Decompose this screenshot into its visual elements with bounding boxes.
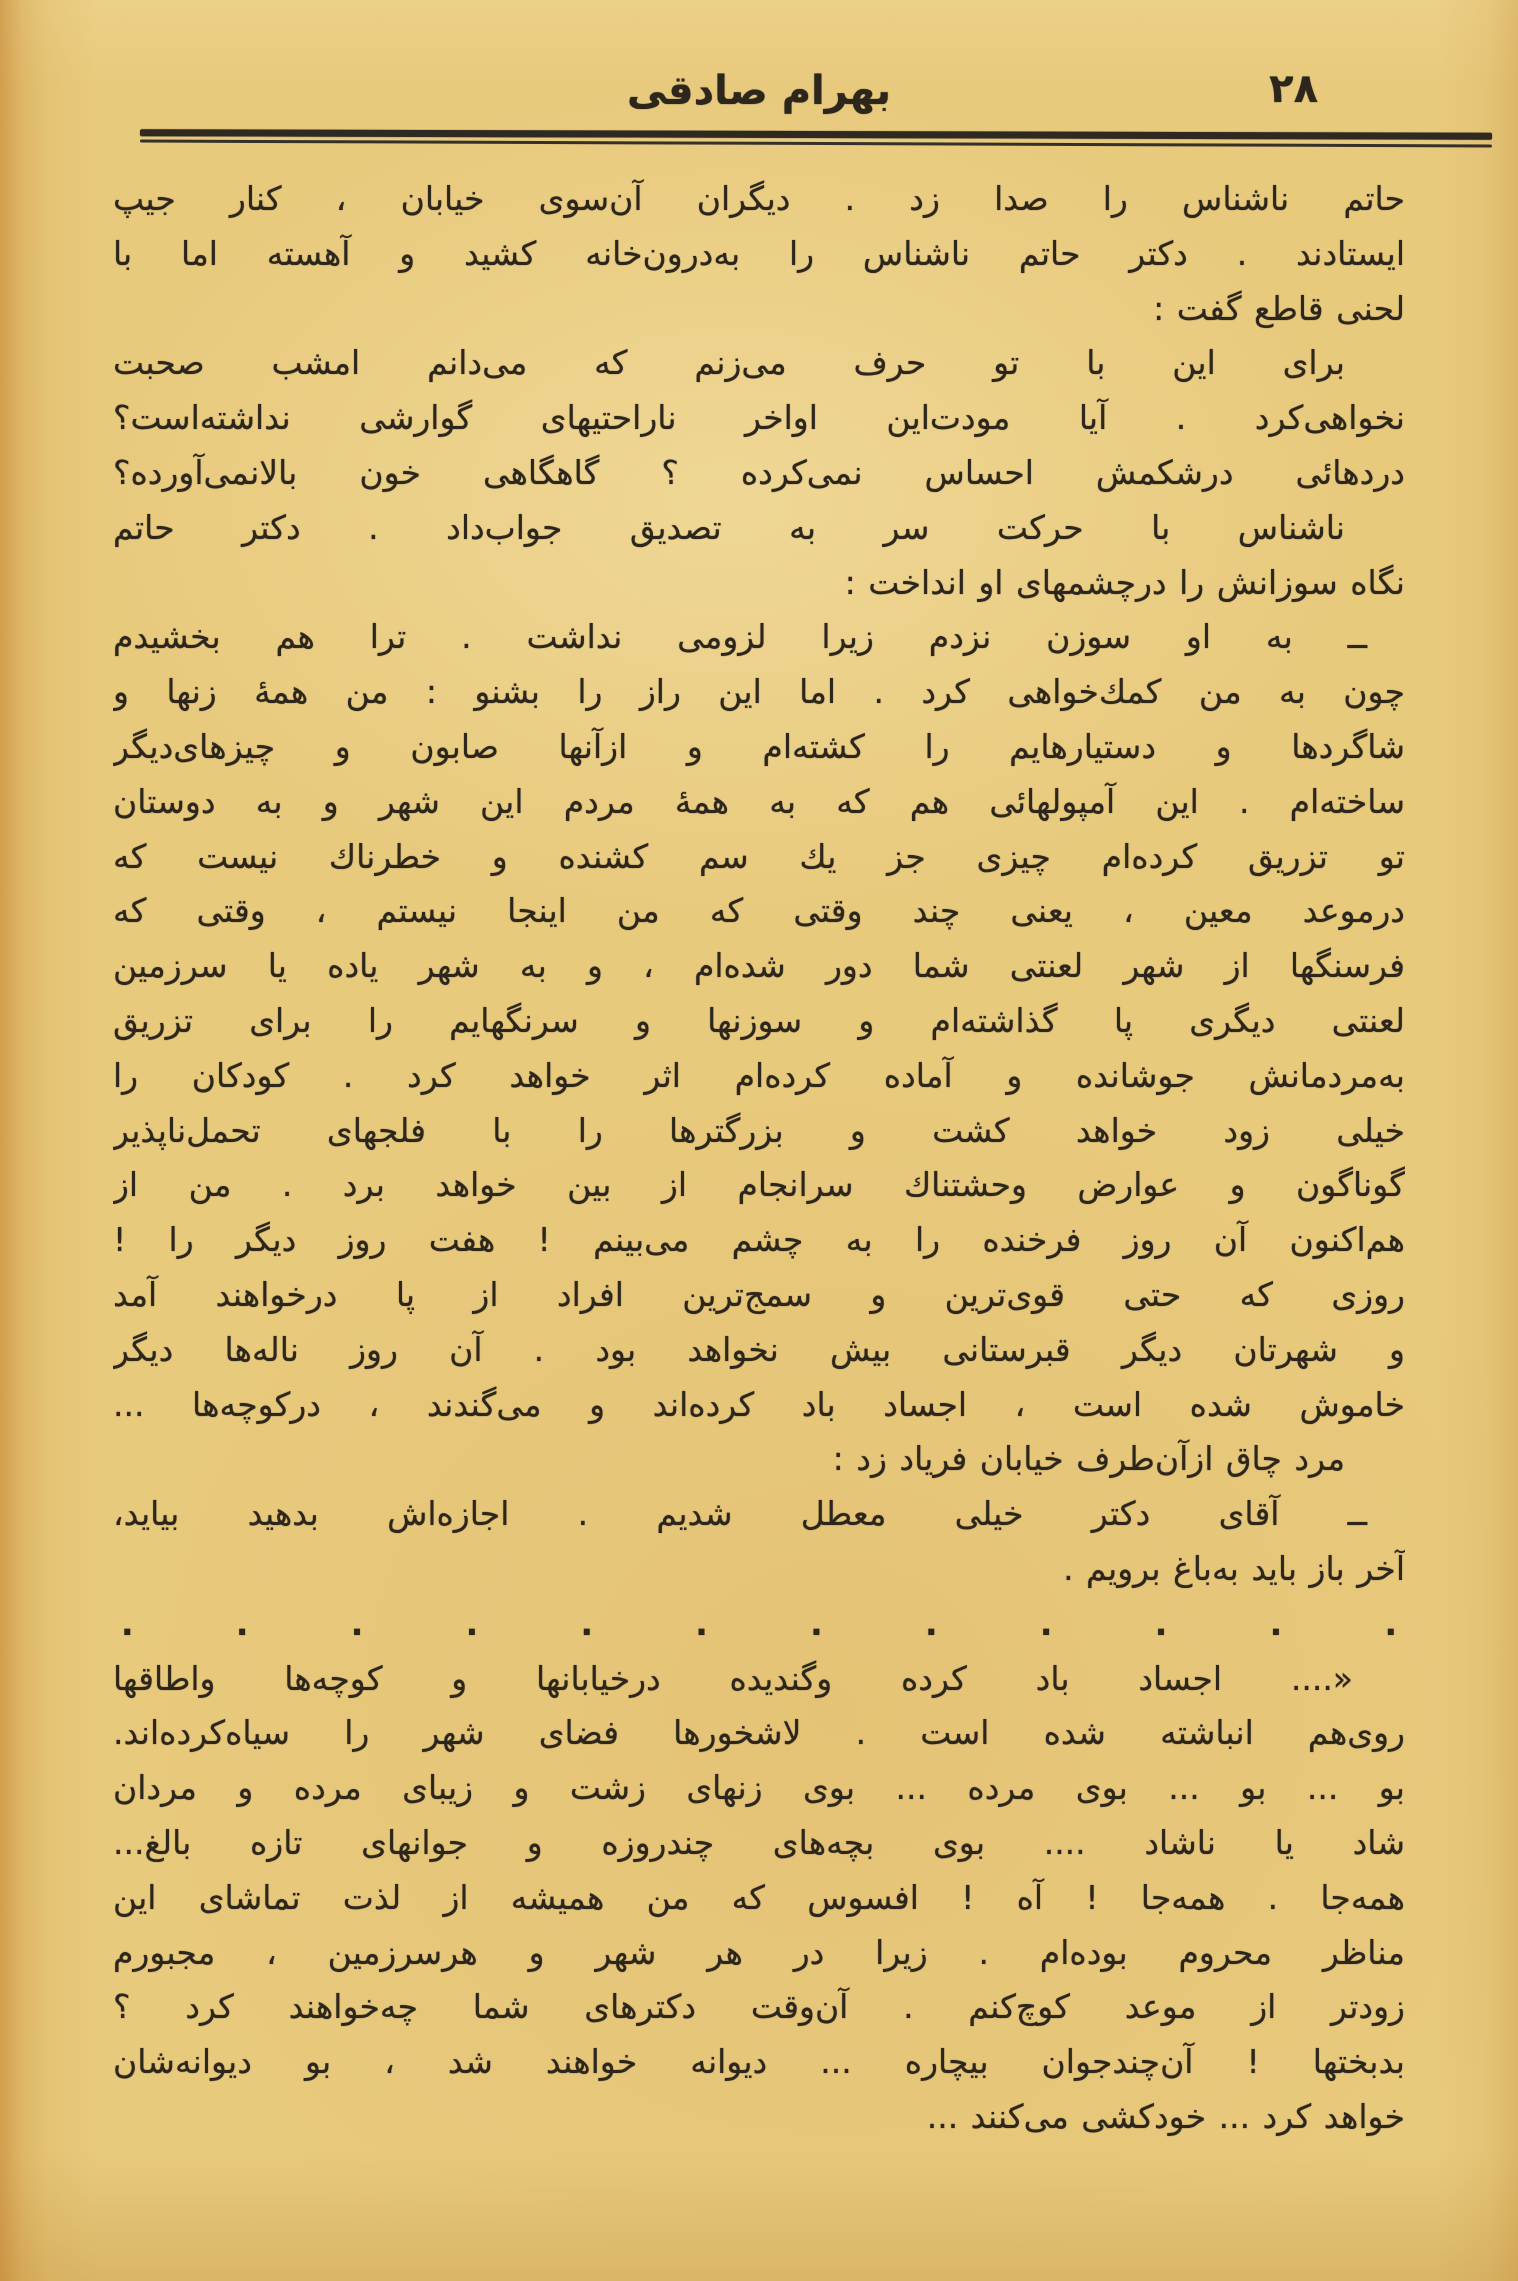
text-line: فرسنگها از شهر لعنتی شما دور شده‌ام ، و به شهر یاده یا سرزمین (113, 946, 1405, 986)
text-line: لحنی قاطع گفت : (1153, 288, 1405, 328)
text-line: هم‌اکنون آن روز فرخنده را به چشم می‌بینم ! هفت روز دیگر را ! (113, 1220, 1405, 1260)
separator-dot: . (810, 1603, 823, 1643)
text-line: روزی که حتی قوی‌ترین و سمج‌ترین افراد از پا درخواهند آمد (113, 1274, 1405, 1314)
text-line: نخواهی‌کرد . آیا مودت‌این اواخر ناراحتیهای گوارشی نداشته‌است؟ (113, 398, 1405, 438)
text-line: نگاه سوزانش را درچشمهای او انداخت : (844, 562, 1405, 602)
separator-dot: . (695, 1603, 708, 1643)
separator-dot: . (465, 1603, 479, 1643)
text-line: مرد چاق ازآن‌طرف خیابان فریاد زد : (832, 1439, 1345, 1479)
text-line: دردهائی درشکمش احساس نمی‌کرده ؟ گاهگاهی خون بالانمی‌آورده؟ (113, 452, 1405, 492)
text-line: به‌مردمانش جوشانده و آماده کرده‌ام اثر خواهد کرد . کودکان را (113, 1055, 1405, 1095)
text-line: آخر باز باید به‌باغ برویم . (1063, 1548, 1405, 1588)
text-line: خیلی زود خواهد کشت و بزرگترها را با فلجهای تحمل‌ناپذیر (113, 1110, 1405, 1150)
text-line: لعنتی دیگری پا گذاشته‌ام و سوزنها و سرنگهایم را برای تزریق (113, 1000, 1405, 1040)
rule-thick-line (140, 129, 1492, 140)
text-line: شاد یا ناشاد .... بوی بچه‌های چندروزه و جوانهای تازه بالغ... (113, 1822, 1405, 1862)
separator-dot: . (121, 1603, 134, 1643)
text-line: بو ... بو ... بوی مرده ... بوی زنهای زشت و زیبای مرده و مردان (113, 1768, 1405, 1808)
text-line: تو تزریق کرده‌ام چیزی جز یك سم کشنده و خطرناك نیست که (113, 836, 1405, 876)
separator-dot: . (1269, 1603, 1283, 1643)
text-line: ایستادند . دکتر حاتم ناشناس را به‌درون‌خانه کشید و آهسته اما با (113, 233, 1405, 273)
text-line: همه‌جا . همه‌جا ! آه ! افسوس که من همیشه از لذت تماشای این (113, 1877, 1405, 1917)
separator-dot: . (1384, 1603, 1397, 1643)
text-line: شاگردها و دستیارهایم را کشته‌ام و ازآنها صابون و چیزهای‌دیگر (113, 726, 1405, 766)
text-line: چون به من کمك‌خواهی کرد . اما این راز را بشنو : من همهٔ زنها و (113, 672, 1405, 712)
separator-dot: . (925, 1603, 938, 1643)
text-line: گوناگون و عوارض وحشتناك سرانجام از بین خواهد برد . من از (113, 1165, 1405, 1205)
separator-dot: . (235, 1603, 249, 1643)
text-line: خواهد کرد ... خودکشی می‌کنند ... (926, 2096, 1405, 2136)
body-text (113, 172, 1405, 2145)
text-line: مناظر محروم بوده‌ام . زیرا در هر شهر و هرسرزمین ، مجبورم (113, 1932, 1405, 1972)
text-line: برای این با تو حرف می‌زنم که می‌دانم امشب صحبت (113, 343, 1345, 383)
text-line: حاتم ناشناس را صدا زد . دیگران آن‌سوی خیابان ، کنار جیپ (113, 179, 1405, 218)
text-line: روی‌هم انباشته شده است . لاشخورها فضای شهر را سیاه‌کرده‌اند. (113, 1713, 1405, 1753)
rule-thin-line (140, 140, 1492, 148)
text-line: درموعد معین ، یعنی چند وقتی که من اینجا نیستم ، وقتی که (113, 891, 1405, 931)
separator-dot: . (580, 1603, 593, 1643)
text-line: «.... اجساد باد کرده وگندیده درخیابانها و کوچه‌ها واطاقها (113, 1658, 1353, 1698)
text-line: ــ به او سوزن نزدم زیرا لزومی نداشت . ترا هم بخشیدم (113, 617, 1367, 657)
text-line: ساخته‌ام . این آمپولهائی هم که به همهٔ مردم این شهر و به دوستان (113, 781, 1405, 821)
header-double-rule (140, 129, 1492, 149)
page-number: ۲۸ (1269, 66, 1318, 112)
separator-dot: . (350, 1603, 364, 1643)
text-line: زودتر از موعد کوچ‌کنم . آن‌وقت دکترهای شما چه‌خواهند کرد ؟ (113, 1987, 1405, 2027)
text-line: خاموش شده است ، اجساد باد کرده‌اند و می‌گندند ، درکوچه‌ها ... (113, 1384, 1405, 1424)
text-line: بدبختها ! آن‌چندجوان بیچاره ... دیوانه خواهند شد ، بو دیوانه‌شان (113, 2042, 1405, 2082)
dotted-separator (113, 1597, 1405, 1652)
separator-dot: . (1039, 1603, 1053, 1643)
separator-dot: . (1154, 1603, 1168, 1643)
text-line: و شهرتان دیگر قبرستانی بیش نخواهد بود . آن روز ناله‌ها دیگر (113, 1329, 1405, 1369)
text-line: ــ آقای دکتر خیلی معطل شدیم . اجازه‌اش بدهید بیاید، (113, 1494, 1367, 1534)
text-line: ناشناس با حرکت سر به تصدیق جواب‌داد . دکتر حاتم (113, 507, 1345, 547)
page-header-title: بهرام صادقی (626, 68, 892, 114)
